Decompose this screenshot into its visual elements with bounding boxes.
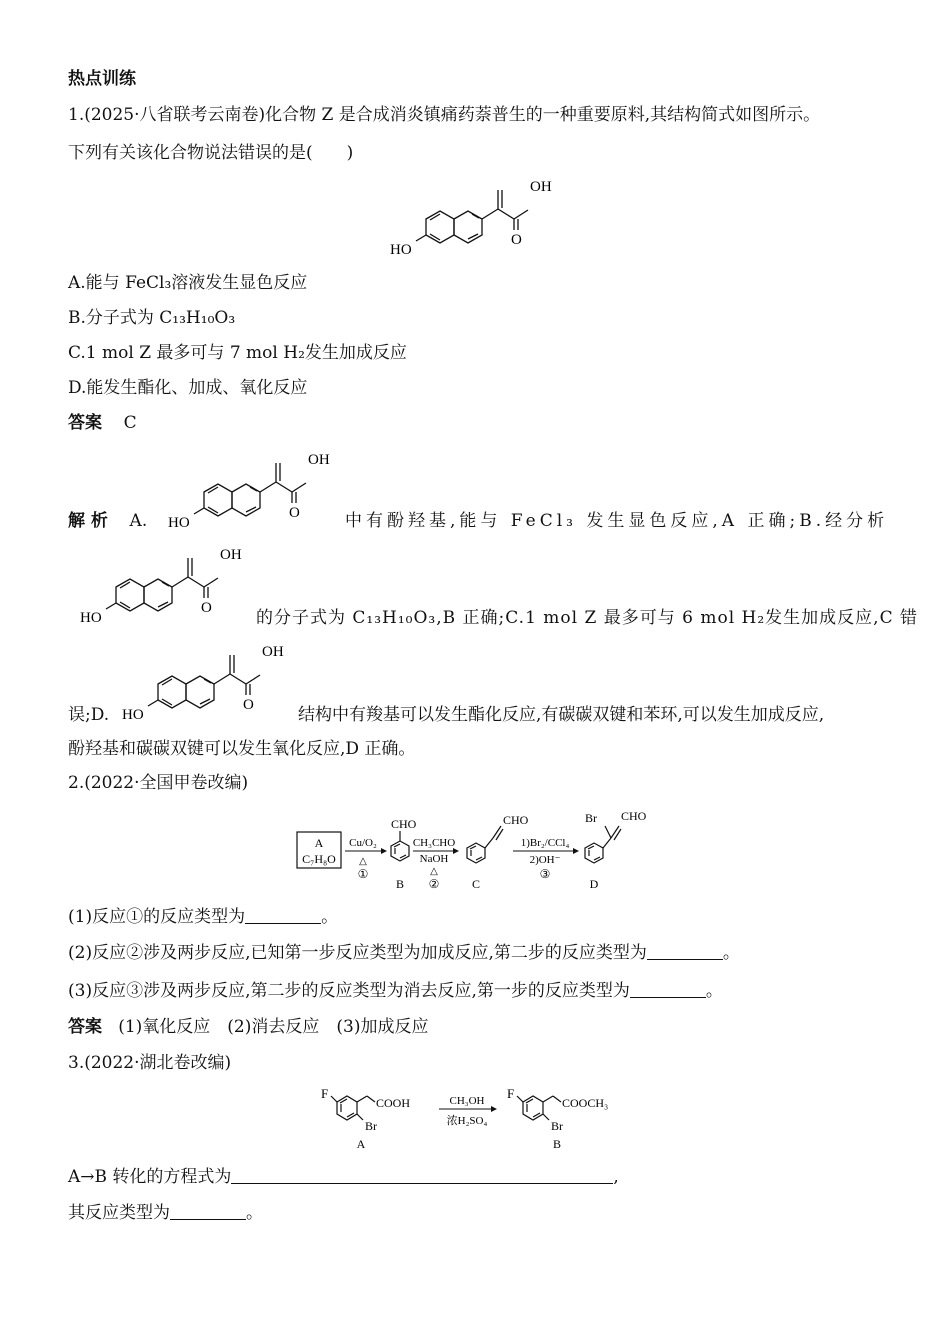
q2-answer (68, 1016, 428, 1038)
q3-line1-end: , (613, 1167, 619, 1187)
q1-answer-value: C (123, 413, 137, 433)
q2-sub2-text: (2)反应②涉及两步反应,已知第一步反应类型为加成反应,第二步的反应类型为 (68, 943, 647, 963)
section-title: 热点训练 (68, 69, 136, 89)
analysis3-ho-label: HO (122, 707, 144, 723)
q1-analysis-d-text: 结构中有羧基可以发生酯化反应,有碳碳双键和苯环,可以发生加成反应, (298, 705, 825, 725)
q2-step1-num: ① (357, 867, 369, 881)
q1-option-d: D.能发生酯化、加成、氧化反应 (68, 378, 308, 398)
analysis3-o-label: O (243, 697, 254, 713)
q3-a-label: A (356, 1137, 366, 1151)
q1-ho-label: HO (390, 242, 412, 258)
analysis1-ho-label: HO (168, 515, 190, 531)
q2-sub3 (68, 980, 723, 1002)
q1-answer-label: 答案 (68, 413, 102, 433)
q3-b-label: B (552, 1137, 562, 1151)
q2-sub1-text: (1)反应①的反应类型为 (68, 907, 246, 927)
q2-stem: 2.(2022·全国甲卷改编) (68, 773, 249, 793)
q2-d-label: D (589, 877, 599, 891)
q2-answer-value: (1)氧化反应 (2)消去反应 (3)加成反应 (118, 1017, 429, 1037)
q2-box-line2: C₇H₈O (302, 852, 336, 866)
analysis3-oh-label: OH (262, 644, 284, 660)
q3-compound-a (331, 1096, 375, 1120)
q2-sub3-blank[interactable] (630, 981, 706, 998)
q2-step3-reagent1: 1)Br₂/CCl₄ (520, 837, 570, 849)
q2-reaction-scheme (295, 804, 665, 894)
q2-b-label: B (395, 877, 405, 891)
q2-step1-cond: △ (359, 856, 367, 867)
q3-reaction-scheme (315, 1082, 645, 1154)
q1-analysis-a-text: 中有酚羟基,能与 FeCl₃ 发生显色反应,A 正确;B.经分析 (345, 511, 889, 531)
q2-compound-d (585, 826, 621, 863)
q1-analysis-structure-1 (168, 445, 358, 535)
q3-a-br: Br (365, 1119, 377, 1133)
q1-option-a: A.能与 FeCl₃溶液发生显色反应 (68, 273, 308, 293)
q2-compound-b (391, 831, 409, 861)
q3-line1 (68, 1166, 619, 1188)
q2-sub3-text: (3)反应③涉及两步反应,第二步的反应类型为消去反应,第一步的反应类型为 (68, 981, 630, 1001)
q3-line2-period: 。 (246, 1203, 263, 1223)
q1-o-label: O (511, 232, 522, 248)
q1-analysis-b-text: 的分子式为 C₁₃H₁₀O₃,B 正确;C.1 mol Z 最多可与 6 mol H₂发生加成反应,C 错 (256, 608, 918, 628)
q1-analysis-a-prefix: A. (129, 511, 148, 531)
q1-structure-z (390, 172, 580, 262)
q2-step3-reagent2: 2)OH⁻ (529, 854, 561, 866)
analysis1-o-label: O (289, 505, 300, 521)
q2-d-br: Br (585, 811, 597, 825)
q1-analysis-structure-3 (122, 637, 312, 727)
q3-reagent-top: CH₃OH (449, 1095, 485, 1107)
q1-analysis-label: 解 析 (68, 511, 108, 531)
q3-type-blank[interactable] (170, 1203, 246, 1220)
q3-line2 (68, 1202, 263, 1224)
q2-sub1 (68, 906, 338, 928)
q2-b-group: CHO (391, 817, 417, 831)
analysis2-oh-label: OH (220, 547, 242, 563)
q2-d-group: CHO (621, 809, 647, 823)
q2-sub1-period: 。 (321, 907, 339, 927)
q1-stem-line1: 1.(2025·八省联考云南卷)化合物 Z 是合成消炎镇痛药萘普生的一种重要原料,其结构简式如图所示。 (68, 105, 821, 125)
q2-c-group: CHO (503, 813, 529, 827)
q1-stem-line2 (68, 142, 353, 164)
q2-step2-cond: △ (430, 866, 438, 877)
q3-reagent-bottom: 浓H₂SO₄ (446, 1115, 488, 1127)
q3-b-group: COOCH₃ (562, 1096, 609, 1110)
q1-analysis-last: 酚羟基和碳碳双键可以发生氧化反应,D 正确。 (68, 739, 416, 759)
q3-compound-b (517, 1096, 561, 1120)
q1-option-c: C.1 mol Z 最多可与 7 mol H₂发生加成反应 (68, 343, 407, 363)
q3-a-f: F (321, 1086, 329, 1101)
q1-answer (68, 412, 137, 434)
q3-b-f: F (507, 1086, 515, 1101)
analysis2-ho-label: HO (80, 610, 102, 626)
q2-step2-reagent2: NaOH (419, 853, 449, 865)
q3-a-group: COOH (376, 1096, 411, 1110)
q1-oh-label: OH (530, 179, 552, 195)
q2-sub1-blank[interactable] (245, 907, 321, 924)
q2-answer-label: 答案 (68, 1017, 102, 1037)
q3-stem: 3.(2022·湖北卷改编) (68, 1053, 232, 1073)
q2-box-line1: A (314, 836, 324, 850)
q1-analysis-d-prefix: 误;D. (68, 705, 110, 725)
q3-b-br: Br (551, 1119, 563, 1133)
q3-line2-text: 其反应类型为 (68, 1203, 170, 1223)
q3-equation-blank[interactable] (231, 1167, 613, 1184)
q2-step2-reagent1: CH₃CHO (412, 837, 456, 849)
q1-analysis-structure-2 (80, 540, 270, 630)
q1-analysis-line1 (68, 510, 147, 532)
q2-sub2-period: 。 (722, 943, 740, 963)
q2-step3-num: ③ (539, 867, 551, 881)
q3-line1-text: A→B 转化的方程式为 (68, 1167, 232, 1187)
q1-stem-text: 下列有关该化合物说法错误的是( (68, 143, 313, 163)
analysis2-o-label: O (201, 600, 212, 616)
q1-stem-close: ) (346, 143, 354, 163)
q2-c-label: C (471, 877, 481, 891)
analysis1-oh-label: OH (308, 452, 330, 468)
q2-step1-reagent: Cu/O₂ (349, 837, 377, 849)
q2-step2-num: ② (428, 877, 440, 891)
q2-sub2 (68, 942, 740, 964)
q2-sub3-period: 。 (705, 981, 723, 1001)
q2-compound-c (467, 826, 503, 863)
q1-option-b: B.分子式为 C₁₃H₁₀O₃ (68, 308, 236, 328)
q2-sub2-blank[interactable] (647, 943, 723, 960)
